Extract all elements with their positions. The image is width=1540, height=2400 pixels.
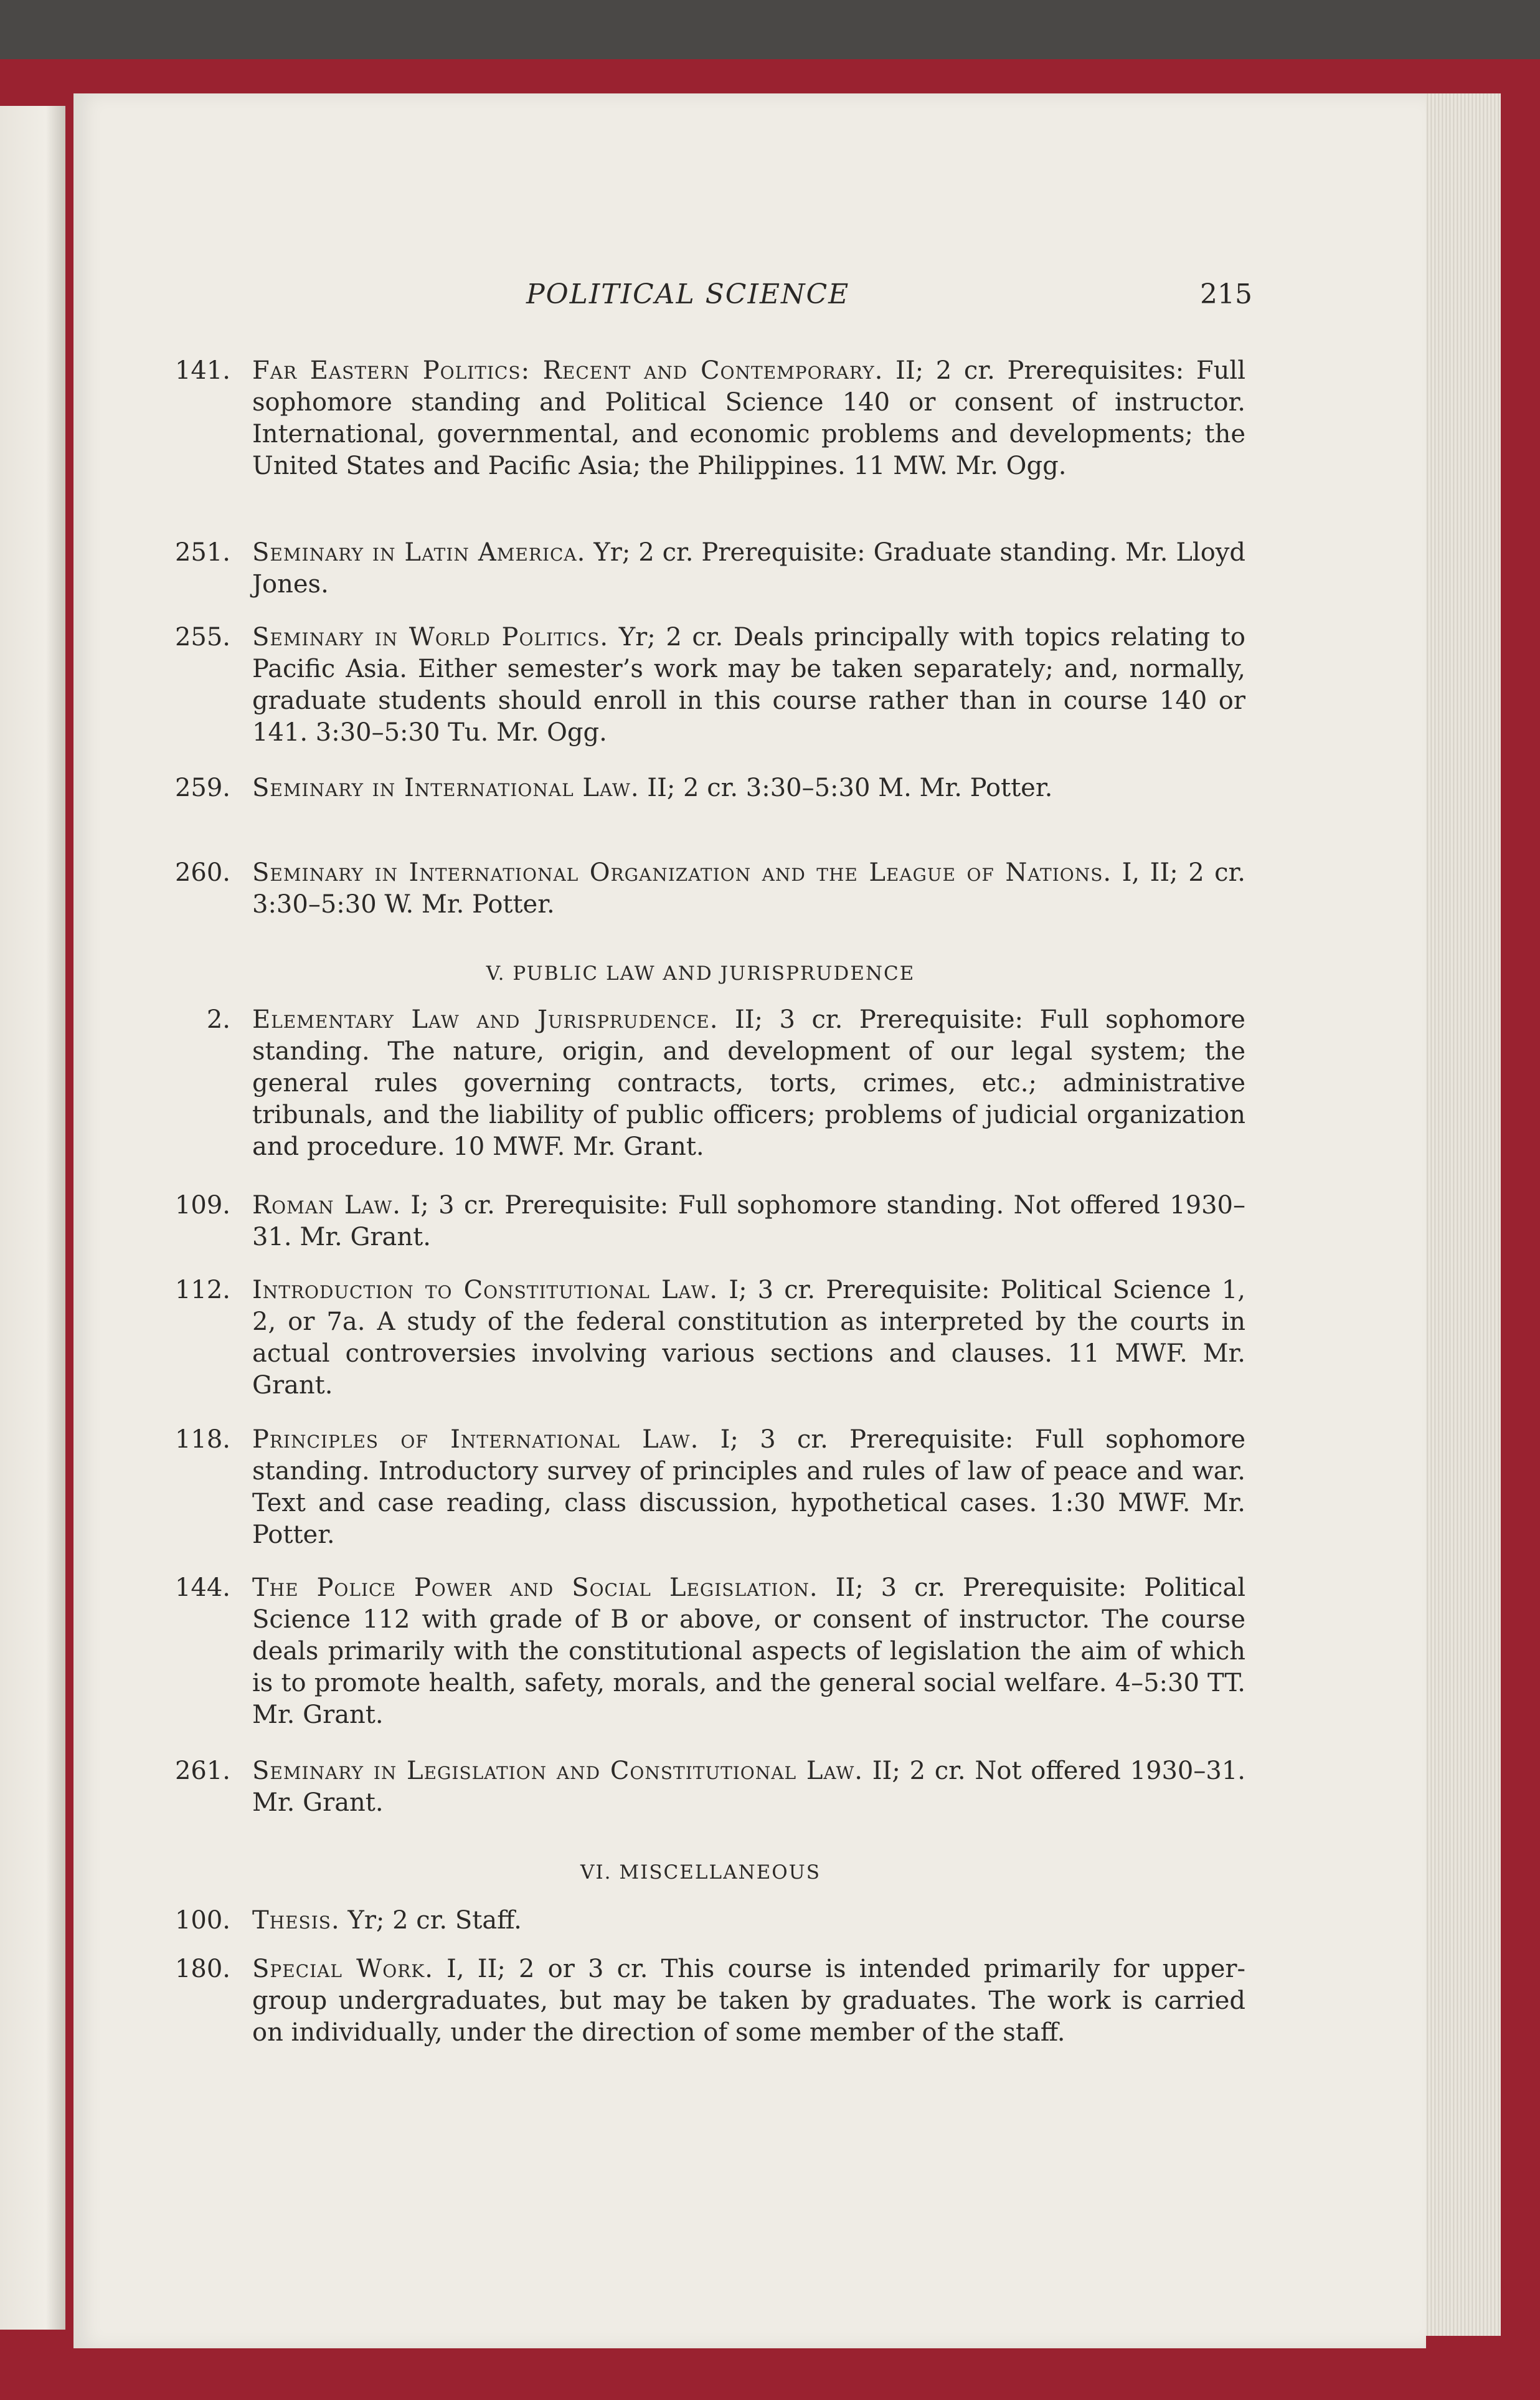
course-description: Yr; 2 cr. Deals principally with topics relating to Pacific Asia. Either semester’s work may be taken separately; and, normally, graduate students should enroll in this course rather than in course 140 or 141. 3:30–5:30 Tu. Mr. Ogg. bbox=[252, 623, 1246, 747]
course-number: 100. bbox=[174, 1906, 230, 1935]
course-description: Yr; 2 cr. Prerequisite: Graduate standing. Mr. Lloyd Jones. bbox=[252, 538, 1245, 599]
course-description: Yr; 2 cr. Staff. bbox=[347, 1906, 522, 1935]
course-entry bbox=[156, 1905, 1245, 1937]
left-page-edge bbox=[0, 106, 65, 2330]
course-title: Far Eastern Politics: Recent and Contemporary. bbox=[252, 356, 884, 385]
course-title: Seminary in Latin America. bbox=[252, 538, 586, 567]
course-title: Seminary in World Politics. bbox=[252, 623, 609, 652]
course-description: I; 3 cr. Prerequisite: Full sophomore standing. Introductory survey of principles and rules of law of peace and war. Text and case reading, class discussion, hypothetical cases. 1:30 MWF. Mr. Potter. bbox=[252, 1425, 1245, 1549]
course-entry bbox=[156, 1572, 1245, 1731]
running-head: POLITICAL SCIENCE bbox=[526, 278, 850, 310]
course-entry bbox=[156, 537, 1245, 600]
course-description: I; 3 cr. Prerequisite: Political Science 1, 2, or 7a. A study of the federal constitution as interpreted by the courts in actual controversies involving various sections and clauses. 11 MWF. Mr. Grant. bbox=[252, 1276, 1245, 1400]
course-entry bbox=[156, 1274, 1245, 1402]
course-title: Introduction to Constitutional Law. bbox=[252, 1276, 719, 1304]
course-title: Principles of International Law. bbox=[252, 1425, 699, 1454]
course-number: 260. bbox=[174, 858, 230, 887]
course-entry bbox=[156, 857, 1245, 921]
course-number: 109. bbox=[174, 1191, 230, 1220]
course-title: Elementary Law and Jurisprudence. bbox=[252, 1005, 719, 1034]
course-number: 259. bbox=[174, 774, 230, 802]
course-entry bbox=[156, 355, 1245, 482]
page-number: 215 bbox=[1200, 278, 1252, 310]
course-title: Roman Law. bbox=[252, 1191, 402, 1220]
course-number: 180. bbox=[174, 1955, 230, 1983]
course-title: Special Work. bbox=[252, 1955, 433, 1983]
course-title: The Police Power and Social Legislation. bbox=[252, 1573, 818, 1602]
course-description: II; 2 cr. Prerequisites: Full sophomore standing and Political Science 140 or consent of instructor. International, governmental, and economic problems and developments; the United States and Pacific Asia; the Philippines. 11 MW. Mr. Ogg. bbox=[252, 356, 1246, 480]
section-heading: V. PUBLIC LAW AND JURISPRUDENCE bbox=[486, 962, 915, 985]
course-description: II; 2 cr. 3:30–5:30 M. Mr. Potter. bbox=[647, 774, 1053, 802]
course-number: 144. bbox=[174, 1573, 230, 1602]
course-title: Thesis. bbox=[252, 1906, 340, 1935]
course-description: II; 3 cr. Prerequisite: Full sophomore standing. The nature, origin, and development of our legal system; the general rules governing contracts, torts, crimes, etc.; administrative tribunals, and the liability of public officers; problems of judicial organization and procedure. 10 MWF. Mr. Grant. bbox=[252, 1005, 1245, 1161]
course-entry bbox=[156, 1190, 1245, 1253]
course-number: 118. bbox=[174, 1425, 230, 1454]
course-description: I; 3 cr. Prerequisite: Full sophomore standing. Not offered 1930–31. Mr. Grant. bbox=[252, 1191, 1245, 1251]
course-description: II; 2 cr. Not offered 1930–31. Mr. Grant. bbox=[252, 1757, 1245, 1817]
course-entry bbox=[156, 1953, 1245, 2049]
section-heading: VI. MISCELLANEOUS bbox=[580, 1861, 821, 1884]
course-number: 141. bbox=[174, 356, 230, 385]
course-entry bbox=[156, 622, 1245, 749]
course-title: Seminary in International Law. bbox=[252, 774, 640, 802]
page-edges bbox=[1414, 93, 1501, 2336]
course-entry bbox=[156, 1004, 1245, 1163]
course-description: I, II; 2 or 3 cr. This course is intended primarily for upper-group undergraduates, but may be taken by graduates. The work is carried on individually, under the direction of some member of the staff. bbox=[252, 1955, 1245, 2047]
course-number: 255. bbox=[174, 623, 230, 652]
course-entry bbox=[156, 1424, 1245, 1551]
course-number: 261. bbox=[174, 1757, 230, 1785]
course-number: 2. bbox=[206, 1005, 230, 1034]
course-entry bbox=[156, 1755, 1245, 1819]
course-number: 112. bbox=[174, 1276, 230, 1304]
course-description: II; 3 cr. Prerequisite: Political Science 112 with grade of B or above, or consent of instructor. The course deals primarily with the constitutional aspects of legislation the aim of which is to promote health, safety, morals, and the general social welfare. 4–5:30 TT. Mr. Grant. bbox=[252, 1573, 1245, 1729]
course-title: Seminary in International Organization and the League of Nations. bbox=[252, 858, 1112, 887]
course-entry bbox=[156, 772, 1245, 804]
course-description: I, II; 2 cr. 3:30–5:30 W. Mr. Potter. bbox=[252, 858, 1245, 919]
course-title: Seminary in Legislation and Constitutional Law. bbox=[252, 1757, 863, 1785]
course-number: 251. bbox=[174, 538, 230, 567]
